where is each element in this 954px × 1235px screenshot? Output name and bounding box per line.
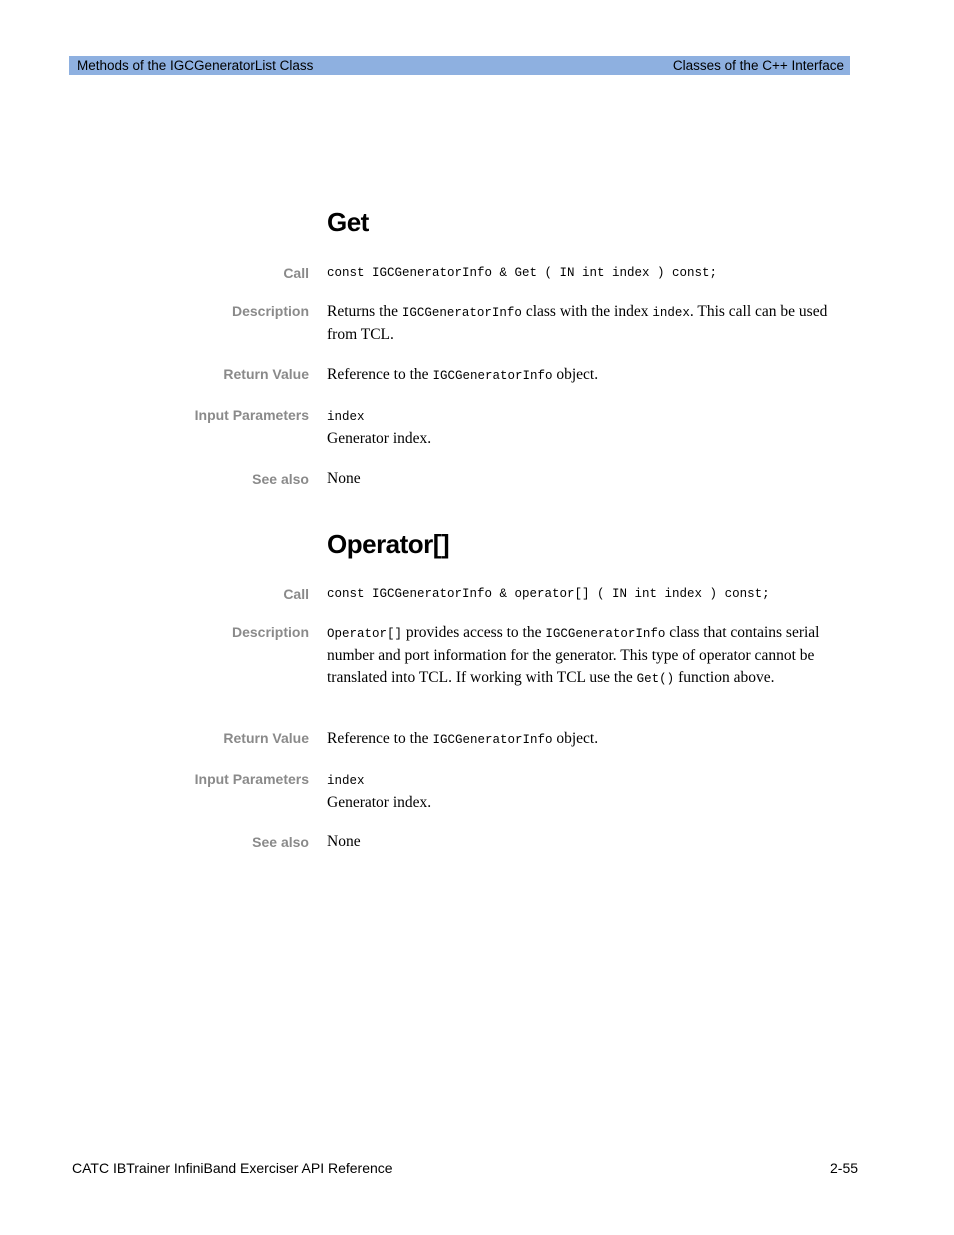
see-also-label: See also bbox=[252, 471, 309, 487]
description-text: Operator[] provides access to the IGCGeneratorInfo class that contains serial number and port information for the generator. This type of operator cannot be translated into TCL. If working with TCL use the Get() function above. bbox=[327, 624, 820, 686]
description-label: Description bbox=[231, 303, 309, 319]
return-value-label: Return Value bbox=[223, 366, 309, 382]
call-label: Call bbox=[283, 586, 309, 602]
description-label: Description bbox=[231, 624, 309, 640]
call-signature: const IGCGeneratorInfo & operator[] ( IN int index ) const; bbox=[327, 587, 770, 601]
see-also-label: See also bbox=[252, 834, 309, 850]
return-value-label: Return Value bbox=[223, 730, 309, 746]
param-block bbox=[327, 406, 851, 450]
running-header bbox=[69, 56, 850, 75]
header-chapter-title: Classes of the C++ Interface bbox=[672, 58, 844, 73]
return-value-text: Reference to the IGCGeneratorInfo object. bbox=[327, 730, 599, 747]
call-signature: const IGCGeneratorInfo & Get ( IN int index ) const; bbox=[327, 266, 718, 280]
return-value-text: Reference to the IGCGeneratorInfo object. bbox=[327, 366, 599, 383]
param-name: index bbox=[327, 774, 365, 788]
param-description: Generator index. bbox=[327, 794, 432, 811]
footer-document-title: CATC IBTrainer InfiniBand Exerciser API Reference bbox=[72, 1160, 393, 1176]
header-section-title: Methods of the IGCGeneratorList Class bbox=[77, 58, 314, 73]
section-title-operator: Operator[] bbox=[327, 529, 450, 559]
description-text: Returns the IGCGeneratorInfo class with the index index. This call can be used from TCL. bbox=[327, 303, 828, 343]
page-number: 2-55 bbox=[830, 1160, 859, 1176]
param-name: index bbox=[327, 410, 365, 424]
param-description: Generator index. bbox=[327, 430, 432, 447]
section-title-get: Get bbox=[327, 207, 369, 237]
input-parameters-label: Input Parameters bbox=[194, 771, 309, 787]
call-label: Call bbox=[283, 265, 309, 281]
param-block bbox=[327, 770, 851, 814]
see-also-text: None bbox=[327, 833, 361, 850]
input-parameters-label: Input Parameters bbox=[194, 407, 309, 423]
see-also-text: None bbox=[327, 470, 361, 487]
